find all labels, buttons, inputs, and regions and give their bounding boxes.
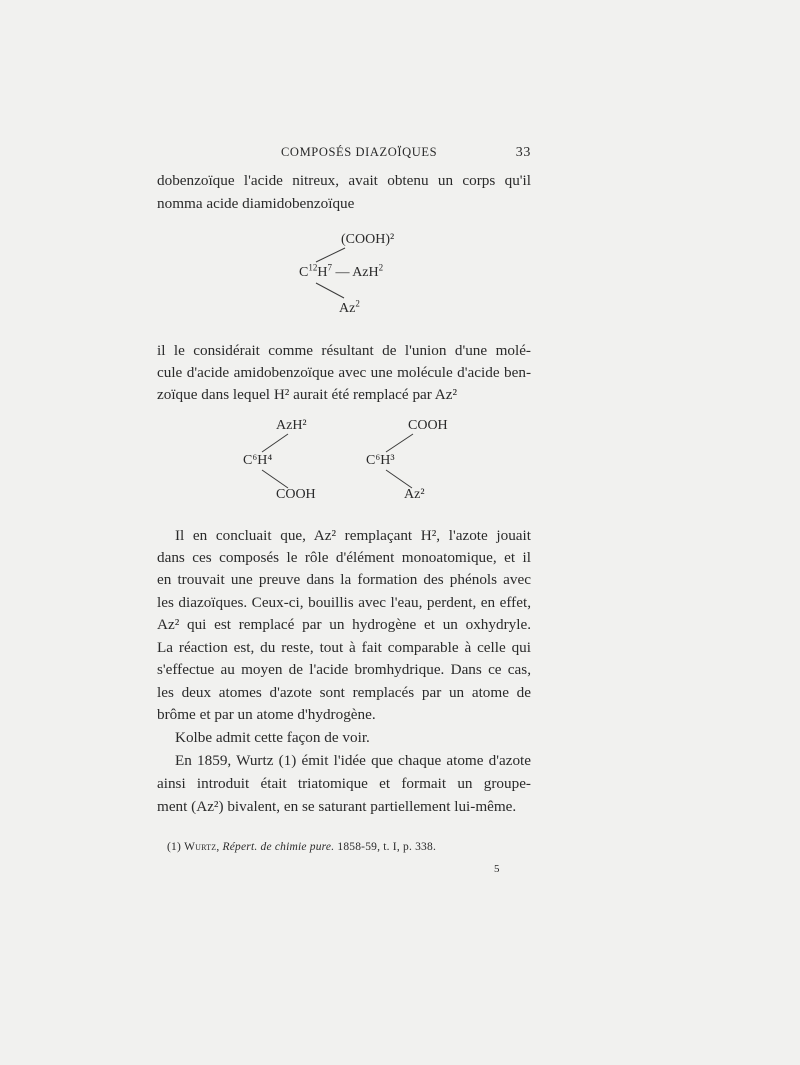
signature-mark: 5 — [494, 863, 500, 875]
formula-right-core: C⁶H³ — [366, 453, 395, 468]
formula-left-core: C⁶H⁴ — [243, 453, 273, 468]
formula-left-bottom: COOH — [276, 487, 316, 502]
formula-right-top: COOH — [408, 418, 448, 433]
page-number: 33 — [515, 145, 531, 160]
text-line: ment (Az²) bivalent, en se saturant partiellement lui-même. — [157, 798, 517, 815]
text-line: dobenzoïque l'acide nitreux, avait obtenu un corps qu'il — [157, 172, 531, 189]
running-title: COMPOSÉS DIAZOÏQUES — [281, 145, 438, 159]
text-line: nomma acide diamidobenzoïque — [157, 195, 355, 212]
text-line: cule d'acide amidobenzoïque avec une molécule d'acide ben- — [157, 364, 531, 381]
formula-top-group: (COOH)² — [341, 232, 395, 247]
text-line: ainsi introduit était triatomique et formait un groupe- — [157, 775, 531, 792]
formula-core: $C^{12}H^7$ — AzH$^2$ — [299, 262, 384, 280]
text-line: Kolbe admit cette façon de voir. — [175, 729, 370, 746]
formula-left-top: AzH² — [276, 418, 307, 433]
text-line: En 1859, Wurtz (1) émit l'idée que chaque atome d'azote — [175, 752, 531, 769]
text-line: en trouvait une preuve dans la formation des phénols avec — [157, 571, 531, 588]
text-line: dans ces composés le rôle d'élément monoatomique, et il — [157, 549, 531, 566]
text-line: Il en concluait que, Az² remplaçant H², l'azote jouait — [175, 527, 531, 544]
text-line: il le considérait comme résultant de l'union d'une molé- — [157, 342, 531, 359]
footnote: (1) Wurtz, Répert. de chimie pure. 1858-59, t. I, p. 338. — [167, 841, 437, 853]
text-line: les diazoïques. Ceux-ci, bouillis avec l'eau, perdent, en effet, — [157, 594, 531, 611]
text-line: s'effectue au moyen de l'acide bromhydrique. Dans ce cas, — [157, 661, 531, 678]
text-line: zoïque dans lequel H² aurait été remplacé par Az² — [157, 386, 458, 403]
text-line: brôme et par un atome d'hydrogène. — [157, 706, 376, 723]
text-line: Az² qui est remplacé par un hydrogène et un oxhydryle. — [157, 616, 531, 633]
formula-right-bottom: Az² — [404, 487, 425, 502]
formula-bottom-group: Az$^2$ — [339, 298, 360, 316]
text-line: les deux atomes d'azote sont remplacés par un atome de — [157, 684, 531, 701]
text-line: La réaction est, du reste, tout à fait comparable à celle qui — [157, 639, 531, 656]
